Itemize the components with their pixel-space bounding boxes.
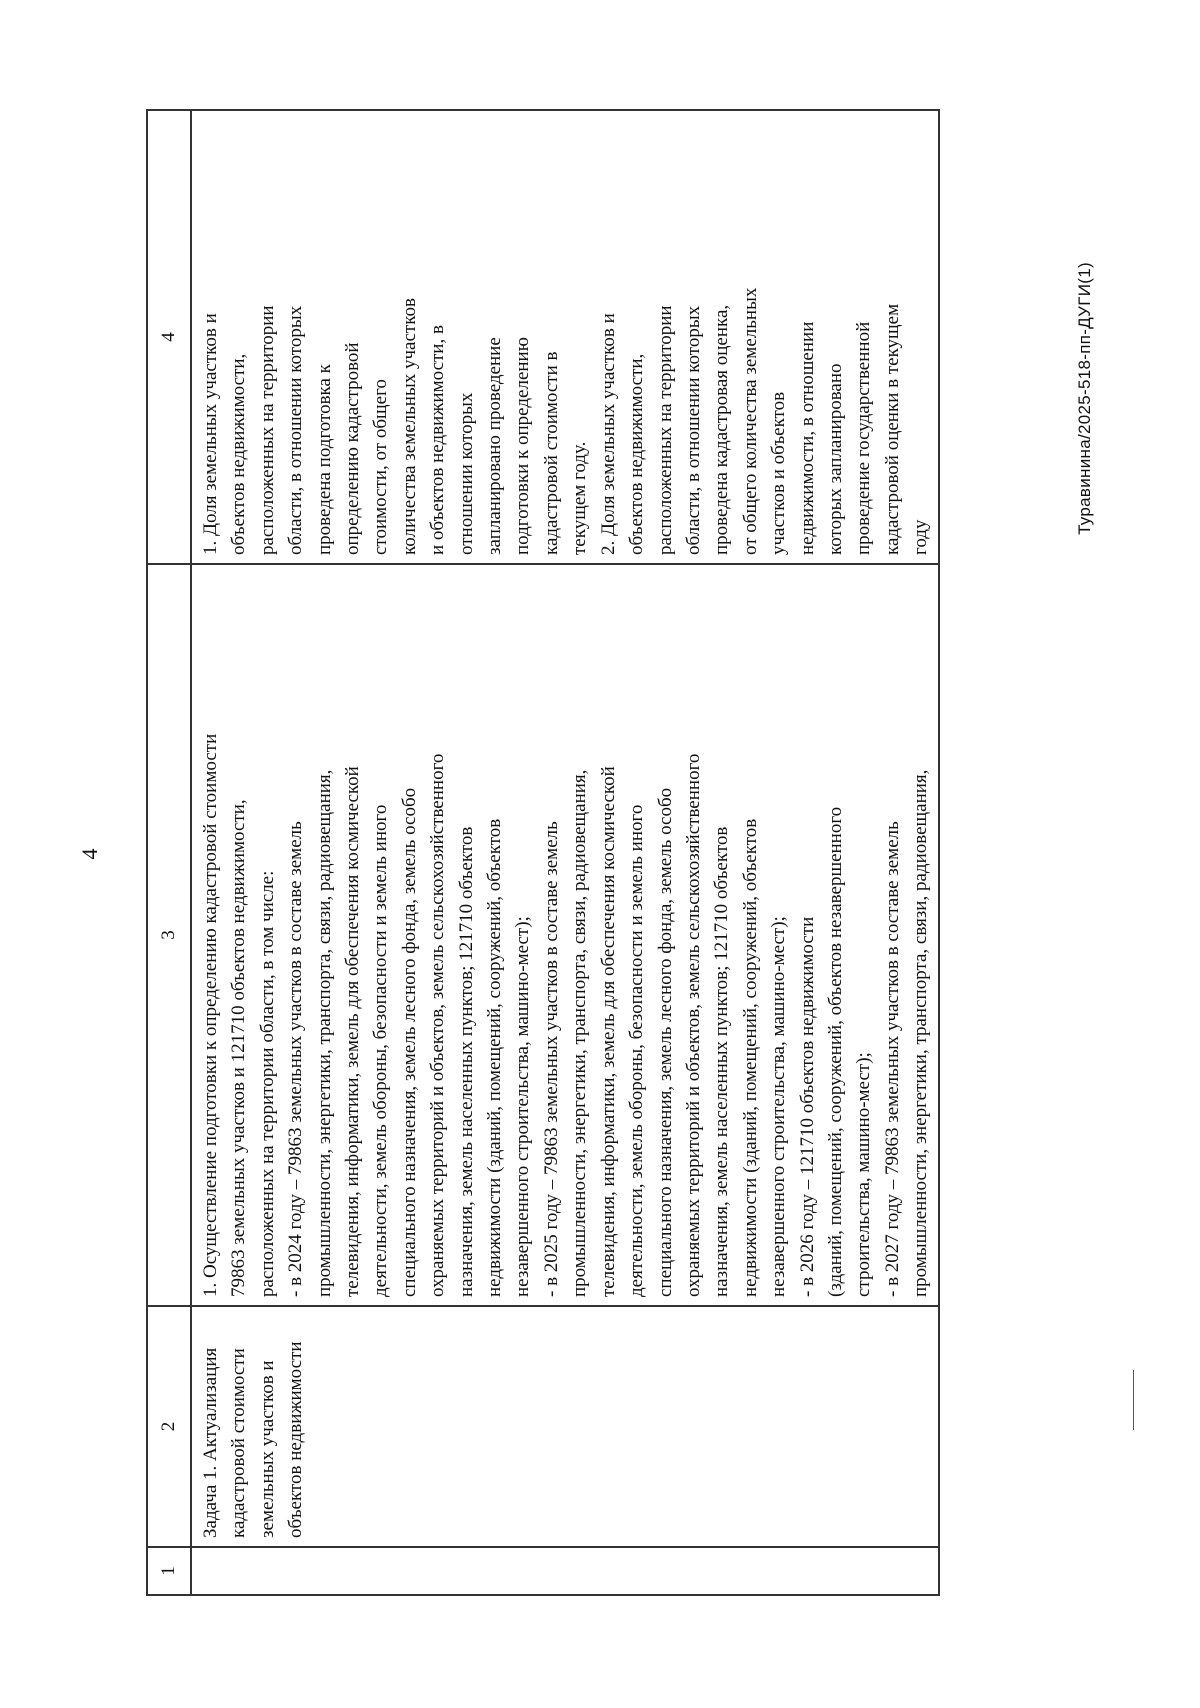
activity-line: (зданий, помещений, сооружений, объектов незавершенного <box>824 806 846 1297</box>
activity-line: незавершенного строительства, машино-мест); <box>768 916 790 1297</box>
indicator-line: области, в отношении которых <box>682 305 704 555</box>
indicator-line: недвижимости, в отношении <box>796 321 818 555</box>
activity-line: 79863 земельных участков и 121710 объектов недвижимости, <box>228 799 250 1297</box>
indicator-line: определению кадастровой <box>342 342 364 555</box>
indicators-text <box>197 119 936 555</box>
activity-line: расположенных на территории области, в том числе: <box>256 870 278 1297</box>
table-row <box>191 110 939 1595</box>
indicator-line: расположенных на территории <box>256 305 278 555</box>
activity-line: строительства, машино-мест); <box>853 1052 875 1297</box>
header-col-2: 2 <box>147 1306 191 1547</box>
activity-line: 1. Осуществление подготовки к определению кадастровой стоимости <box>200 733 221 1297</box>
activity-line: специального назначения, земель лесного фонда, земель особо <box>654 787 676 1297</box>
indicator-line: объектов недвижимости, <box>228 353 250 555</box>
indicator-line: объектов недвижимости, <box>626 353 648 555</box>
program-table <box>146 109 940 1596</box>
activity-line: назначения, земель населенных пунктов; 121710 объектов <box>711 826 733 1297</box>
indicator-line: от общего количества земельных <box>739 287 761 555</box>
activity-line: телевидения, информатики, земель для обеспечения космической <box>597 766 619 1297</box>
activity-line: - в 2027 году – 79863 земельных участков в составе земель <box>881 821 903 1297</box>
activity-line: охраняемых территорий и объектов, земель сельскохозяйственного <box>427 753 449 1297</box>
activity-line: деятельности, земель обороны, безопасности и земель иного <box>370 804 392 1297</box>
task-line: объектов недвижимости <box>285 1341 307 1538</box>
margin-mark <box>1133 1370 1134 1430</box>
indicator-line: году <box>910 519 932 555</box>
task-line: земельных участков и <box>256 1360 278 1538</box>
activity-line: специального назначения, земель лесного фонда, земель особо <box>398 787 420 1297</box>
task-line: кадастровой стоимости <box>228 1348 250 1538</box>
indicator-line: 2. Доля земельных участков и <box>597 313 619 555</box>
indicator-line: кадастровой оценки в текущем <box>881 303 903 555</box>
cell-activities <box>191 564 939 1306</box>
activity-line: незавершенного строительства, машино-мест); <box>512 916 534 1297</box>
indicator-line: кадастровой стоимости в <box>540 351 562 555</box>
cell-indicators <box>191 110 939 564</box>
table-header-row <box>147 110 191 1595</box>
header-col-1: 1 <box>147 1547 191 1595</box>
header-col-4: 4 <box>147 110 191 564</box>
indicator-line: 1. Доля земельных участков и <box>200 313 221 555</box>
activity-line: - в 2026 году – 121710 объектов недвижимости <box>796 916 818 1297</box>
indicator-line: проведение государственной <box>853 321 875 555</box>
indicator-line: которых запланировано <box>824 363 846 555</box>
task-text <box>197 1315 311 1538</box>
activity-line: недвижимости (зданий, помещений, сооружений, объектов <box>739 818 761 1297</box>
indicator-line: подготовки к определению <box>512 337 534 555</box>
activity-line: - в 2025 году – 79863 земельных участков в составе земель <box>540 821 562 1297</box>
page-number: 4 <box>77 848 102 860</box>
indicator-line: участков и объектов <box>768 391 790 555</box>
indicator-line: запланировано проведение <box>484 337 506 555</box>
cell-number <box>191 1547 939 1595</box>
indicator-line: и объектов недвижимости, в <box>427 325 449 555</box>
activity-line: промышленности, энергетики, транспорта, связи, радиовещания, <box>569 769 591 1297</box>
indicator-line: количества земельных участков <box>398 298 420 555</box>
indicator-line: расположенных на территории <box>654 305 676 555</box>
indicator-line: текущем году. <box>569 441 591 555</box>
cell-task <box>191 1306 939 1547</box>
activity-line: деятельности, земель обороны, безопасности и земель иного <box>626 804 648 1297</box>
header-col-3: 3 <box>147 564 191 1306</box>
document-id: Туравинина/2025-518-пп-ДУГИ(1) <box>1075 262 1094 535</box>
activity-line: промышленности, энергетики, транспорта, связи, радиовещания, <box>313 769 335 1297</box>
indicator-line: области, в отношении которых <box>285 305 307 555</box>
activity-line: - в 2024 году – 79863 земельных участков в составе земель <box>285 821 307 1297</box>
activity-line: назначения, земель населенных пунктов; 121710 объектов <box>455 826 477 1297</box>
indicator-line: проведена кадастровая оценка, <box>711 304 733 555</box>
activity-line: промышленности, энергетики, транспорта, связи, радиовещания, <box>910 769 932 1297</box>
indicator-line: проведена подготовка к <box>313 364 335 555</box>
task-line: Задача 1. Актуализация <box>200 1347 221 1538</box>
activity-line: охраняемых территорий и объектов, земель сельскохозяйственного <box>682 753 704 1297</box>
activities-text <box>197 573 936 1297</box>
activity-line: телевидения, информатики, земель для обеспечения космической <box>342 766 364 1297</box>
indicator-line: отношении которых <box>455 392 477 555</box>
indicator-line: стоимости, от общего <box>370 379 392 555</box>
activity-line: недвижимости (зданий, помещений, сооружений, объектов <box>484 818 506 1297</box>
